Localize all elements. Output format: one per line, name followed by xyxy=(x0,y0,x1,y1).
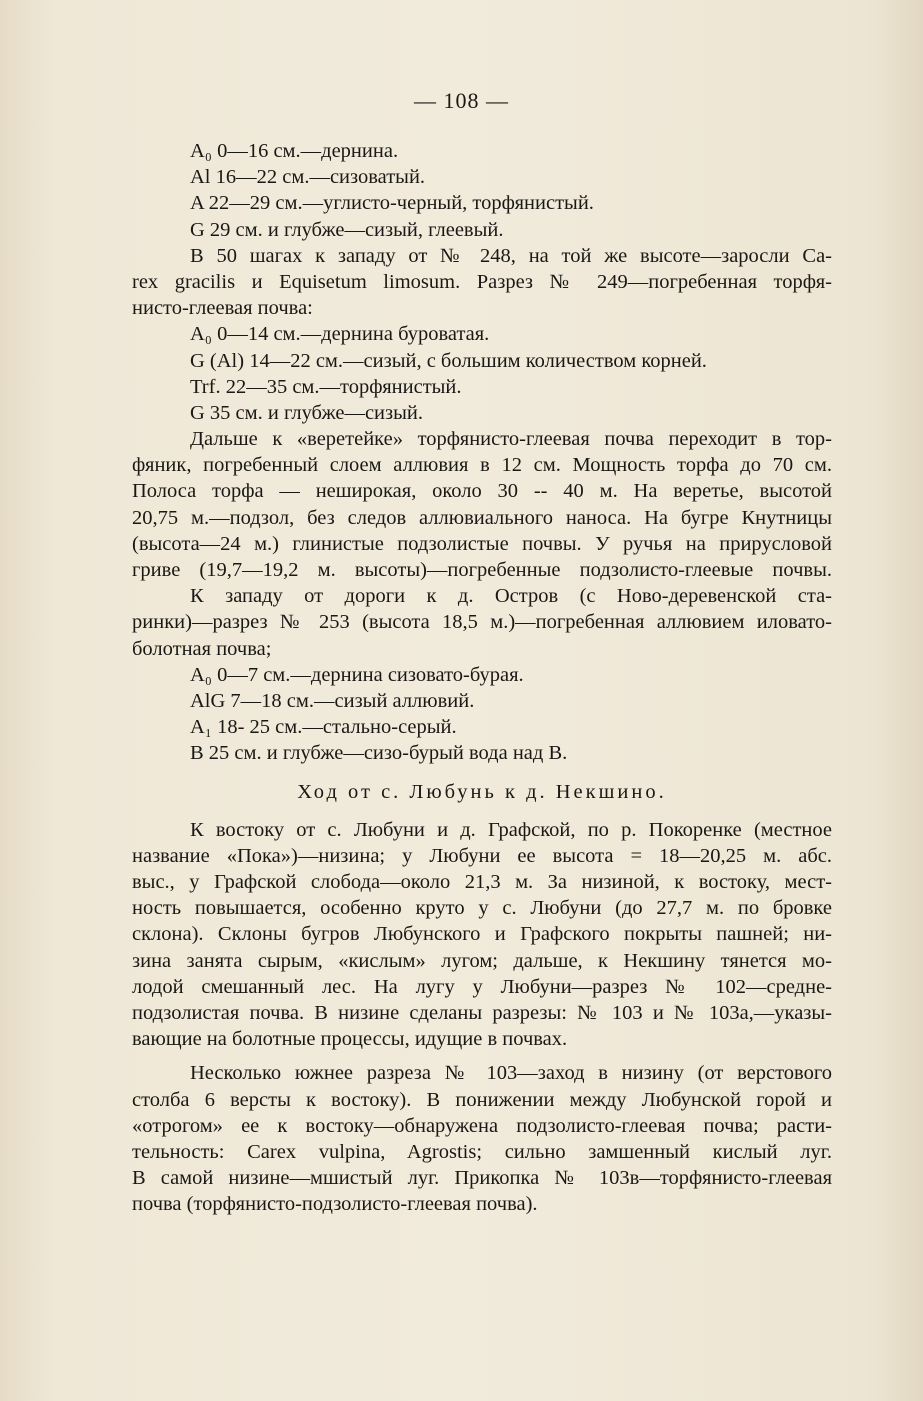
horizon-line: A₁ 18- 25 см.—стально-серый. xyxy=(190,716,457,739)
text-line: вающие на болотные процессы, идущие в почвах. xyxy=(132,1028,568,1051)
text-line: болотная почва; xyxy=(132,637,272,660)
paragraph-section-249 xyxy=(132,243,832,322)
text-line: К востоку от с. Любуни и д. Графской, по р. Покоренке (местное xyxy=(190,818,832,841)
paragraph-gap xyxy=(132,1052,832,1060)
text-line: Дальше к «веретейке» торфянисто-глеевая почва переходит в тор- xyxy=(190,428,832,451)
text-line: ринки)—разрез № 253 (высота 18,5 м.)—погребенная аллювием иловато- xyxy=(132,611,832,634)
paragraph-103 xyxy=(132,1060,832,1217)
text-line: название «Пока»)—низина; у Любуни ее высота = 18—20,25 м. абс. xyxy=(132,844,832,867)
horizon-list-2 xyxy=(132,321,832,426)
text-line: нисто-глеевая почва: xyxy=(132,297,313,320)
horizon-list-1 xyxy=(132,138,832,243)
horizon-line: A₀ 0—7 см.—дернина сизовато-бурая. xyxy=(190,663,524,686)
text-line: Полоса торфа — неширокая, около 30 -- 40 м. На веретье, высотой xyxy=(132,480,832,503)
text-line: гриве (19,7—19,2 м. высоты)—погребенные подзолисто-глеевые почвы. xyxy=(132,559,832,581)
horizon-line: A₀ 0—16 см.—дернина. xyxy=(190,140,399,162)
text-line: К западу от дороги к д. Остров (с Ново-деревенской ста- xyxy=(190,585,832,608)
horizon-line: В 25 см. и глубже—сизо-бурый вода над В. xyxy=(190,742,568,765)
horizon-line: Trf. 22—35 см.—торфянистый. xyxy=(190,375,462,398)
horizon-line: G (Al) 14—22 см.—сизый, с большим количеством корней. xyxy=(190,349,707,372)
horizon-line: Al 16—22 см.—сизоватый. xyxy=(190,166,426,189)
text-line: ность повышается, особенно круто у с. Любуни (до 27,7 м. по бровке xyxy=(132,897,832,920)
horizon-line: A₀ 0—14 см.—дернина буроватая. xyxy=(190,323,490,346)
text-line: (высота—24 м.) глинистые подзолистые почвы. У ручья на прирусловой xyxy=(132,532,832,555)
text-line: Несколько южнее разреза № 103—заход в низину (от верстового xyxy=(190,1062,832,1085)
paragraph-lyubun xyxy=(132,817,832,1053)
horizon-line: G 35 см. и глубже—сизый. xyxy=(190,401,423,424)
horizon-line: G 29 см. и глубже—сизый, глеевый. xyxy=(190,218,504,241)
paragraph-veretyeyka xyxy=(132,426,832,662)
horizon-list-3 xyxy=(132,662,832,767)
text-line: склона). Склоны бугров Любунского и Графского покрыты пашней; ни- xyxy=(132,923,832,946)
text-line: почва (торфянисто-подзолисто-глеевая почва). xyxy=(132,1193,538,1216)
text-line: фяник, погребенный слоем аллювия в 12 см. Мощность торфа до 70 см. xyxy=(132,454,832,477)
text-line: 20,75 м.—подзол, без следов аллювиального наноса. На бугре Кнутницы xyxy=(132,506,832,529)
text-line: столба 6 версты к востоку). В понижении между Любунской горой и xyxy=(132,1088,832,1111)
text-line: В самой низине—мшистый луг. Прикопка № 103в—торфянисто-глеевая xyxy=(132,1167,832,1190)
horizon-line: AlG 7—18 см.—сизый аллювий. xyxy=(190,689,475,712)
text-line: rex gracilis и Equisetum limosum. Разрез № 249—погребенная торфя- xyxy=(132,270,832,293)
page-number: — 108 — xyxy=(414,88,509,113)
text-line: «отрогом» ее к востоку—обнаружена подзолисто-глеевая почва; расти- xyxy=(132,1114,832,1137)
text-line: В 50 шагах к западу от № 248, на той же высоте—заросли Са- xyxy=(190,244,832,267)
text-line: подзолистая почва. В низине сделаны разрезы: № 103 и № 103а,—указы- xyxy=(132,1002,832,1024)
text-line: тельность: Carex vulpina, Agrostis; сильно замшенный кислый луг. xyxy=(132,1140,832,1163)
page-body xyxy=(132,138,832,1218)
text-line: зина занята сырым, «кислым» лугом; дальше, к Некшину тянется мо- xyxy=(132,949,832,972)
section-heading: Ход от с. Любунь к д. Некшино. xyxy=(297,780,667,803)
text-line: лодой смешанный лес. На лугу у Любуни—разрез № 102—средне- xyxy=(132,975,832,998)
text-line: выс., у Графской слобода—около 21,3 м. За низиной, к востоку, мест- xyxy=(132,871,832,894)
horizon-line: A 22—29 см.—углисто-черный, торфянистый. xyxy=(190,192,594,215)
